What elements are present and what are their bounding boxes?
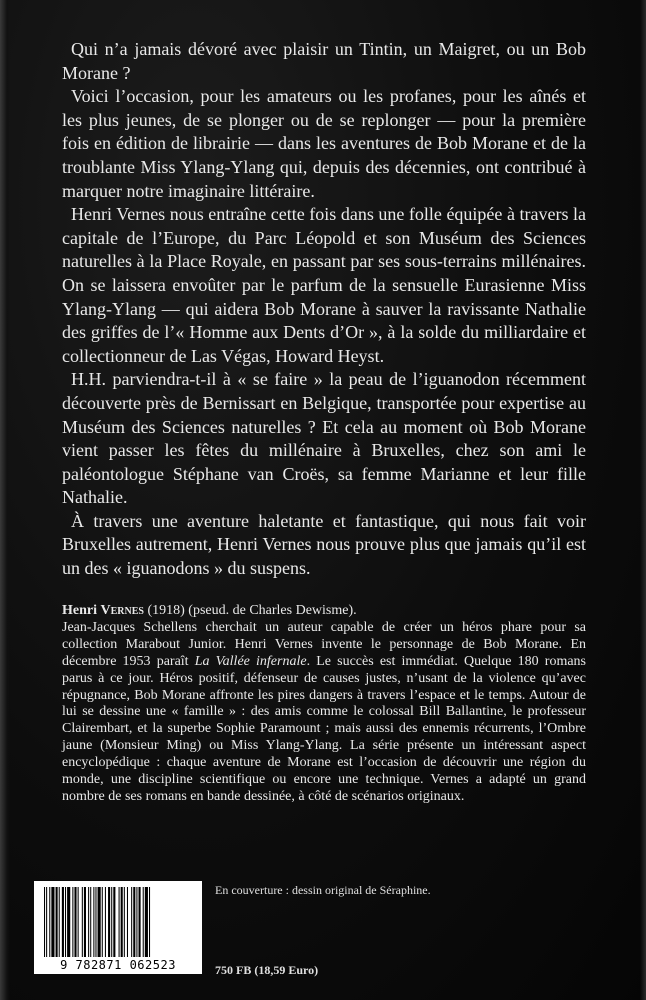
bio-text-part-1: Jean-Jacques Schellens cherchait un auteur capable de créer un héros phare pour sa collection Marabout Junior. Henri Vernes invente le personnage de Bob Morane. En décembre 1953 paraît xyxy=(62,619,586,669)
barcode-bar xyxy=(98,887,101,957)
barcode-bar xyxy=(124,887,125,957)
barcode-bar xyxy=(65,887,66,957)
barcode-bar xyxy=(113,887,115,957)
barcode-bar xyxy=(51,887,54,957)
bio-book-title: La Vallée infernale xyxy=(194,653,307,669)
barcode-bar xyxy=(145,887,148,957)
blurb-paragraph-4: H.H. parviendra-t-il à « se faire » la peau de l’iguanodon récemment découverte près de Bernissart en Belgique, transportée pour expertise au Muséum des Sciences naturelles ? Et cela au moment où Bob Morane vient passer les fêtes du millénaire à Bruxelles, chez son ami le paléontologue Stéphane van Croës, sa femme Marianne et leur fille Nathalie. xyxy=(62,369,586,508)
right-edge xyxy=(640,0,646,1000)
barcode-bar xyxy=(111,887,112,957)
bio-body xyxy=(62,620,586,806)
barcode-bar xyxy=(149,887,150,957)
barcode-bar xyxy=(67,887,70,957)
barcode-bar xyxy=(95,887,96,957)
barcode-bar xyxy=(105,887,106,957)
barcode-bar xyxy=(78,887,79,957)
barcode-bar xyxy=(127,887,128,957)
barcode-bar xyxy=(139,887,141,957)
author-bio xyxy=(62,603,586,806)
barcode-bar xyxy=(131,887,132,957)
barcode-bar xyxy=(102,887,103,957)
isbn-number: 9 782871 062523 xyxy=(60,958,176,972)
barcode-bar xyxy=(59,887,60,957)
barcode-bar xyxy=(56,887,58,957)
blurb-paragraph-3: Henri Vernes nous entraîne cette fois dans une folle équipée à travers la capitale de l’Europe, du Parc Léopold et son Muséum des Sciences naturelles à la Place Royale, en passant par ses sous-terrains millénaires. On se laissera envoûter par le parfum de la sensuelle Eurasienne Miss Ylang-Ylang — qui aidera Bob Morane à sauver la ravissante Nathalie des griffes de l’« Homme aux Dents d’Or », à la solde du milliardaire et collectionneur de Las Végas, Howard Heyst. xyxy=(62,204,586,366)
barcode-bar xyxy=(44,887,45,957)
cover-credit: En couverture : dessin original de Séraphine. xyxy=(215,883,431,897)
bio-text-part-2: . Le succès est immédiat. Quelque 180 romans parus à ce jour. Héros positif, défenseur de causes justes, n’usant de la violence qu’avec répugnance, Bob Morane affronte les pires dangers à travers l’espace et le temps. Autour de lui se dessine une « famille » : des amis comme le colossal Bill Ballantine, le professeur Clairembart, et la superbe Sophie Paramount ; mais aussi des ennemis récurrents, l’Ombre jaune (Monsieur Ming) ou Miss Ylang-Ylang. La série présente un intéressant aspect encyclopédique : chaque aventure de Morane est l’occasion de découvrir une région du monde, une discipline scientifique ou encore une technique. Vernes a adapté un grand nombre de ses romans en bande dessinée, à côté de scénarios originaux. xyxy=(62,653,586,804)
barcode-bar xyxy=(82,887,83,957)
barcode-bar xyxy=(121,887,123,957)
blurb-paragraph-1: Qui n’a jamais dévoré avec plaisir un Tintin, un Maigret, ou un Bob Morane ? xyxy=(62,39,586,83)
author-line xyxy=(62,603,586,620)
blurb-paragraph-2: Voici l’occasion, pour les amateurs ou les profanes, pour les aînés et les plus jeunes, de se plonger ou de se replonger — pour la première fois en édition de librairie — dans les aventures de Bob Morane et de la troublante Miss Ylang-Ylang qui, depuis des décennies, ont contribué à marquer notre imaginaire littéraire. xyxy=(62,86,586,201)
barcode-bar xyxy=(62,887,64,957)
barcode-bar xyxy=(93,887,94,957)
barcode-bar xyxy=(90,887,91,957)
blurb-text xyxy=(62,38,586,581)
barcode-bar xyxy=(108,887,110,957)
barcode-bar xyxy=(74,887,76,957)
barcode-bar xyxy=(49,887,50,957)
barcode-bars xyxy=(42,887,194,957)
barcode-bar xyxy=(46,887,47,957)
barcode-bar xyxy=(136,887,137,957)
price: 750 FB (18,59 Euro) xyxy=(215,963,319,977)
spine-edge xyxy=(0,0,10,1000)
author-last-name: Vernes xyxy=(100,603,144,618)
author-details: (1918) (pseud. de Charles Dewisme). xyxy=(143,603,357,618)
barcode-bar xyxy=(84,887,86,957)
barcode-bar xyxy=(72,887,73,957)
barcode-bar xyxy=(119,887,120,957)
barcode-bar xyxy=(143,887,144,957)
barcode xyxy=(34,881,202,974)
author-first-name: Henri xyxy=(62,603,97,618)
blurb-paragraph-5: À travers une aventure haletante et fantastique, qui nous fait voir Bruxelles autrement, Henri Vernes nous prouve plus que jamais qu’il est un des « iguanodons » du suspens. xyxy=(62,510,586,579)
barcode-bar xyxy=(88,887,89,957)
barcode-bar xyxy=(133,887,135,957)
